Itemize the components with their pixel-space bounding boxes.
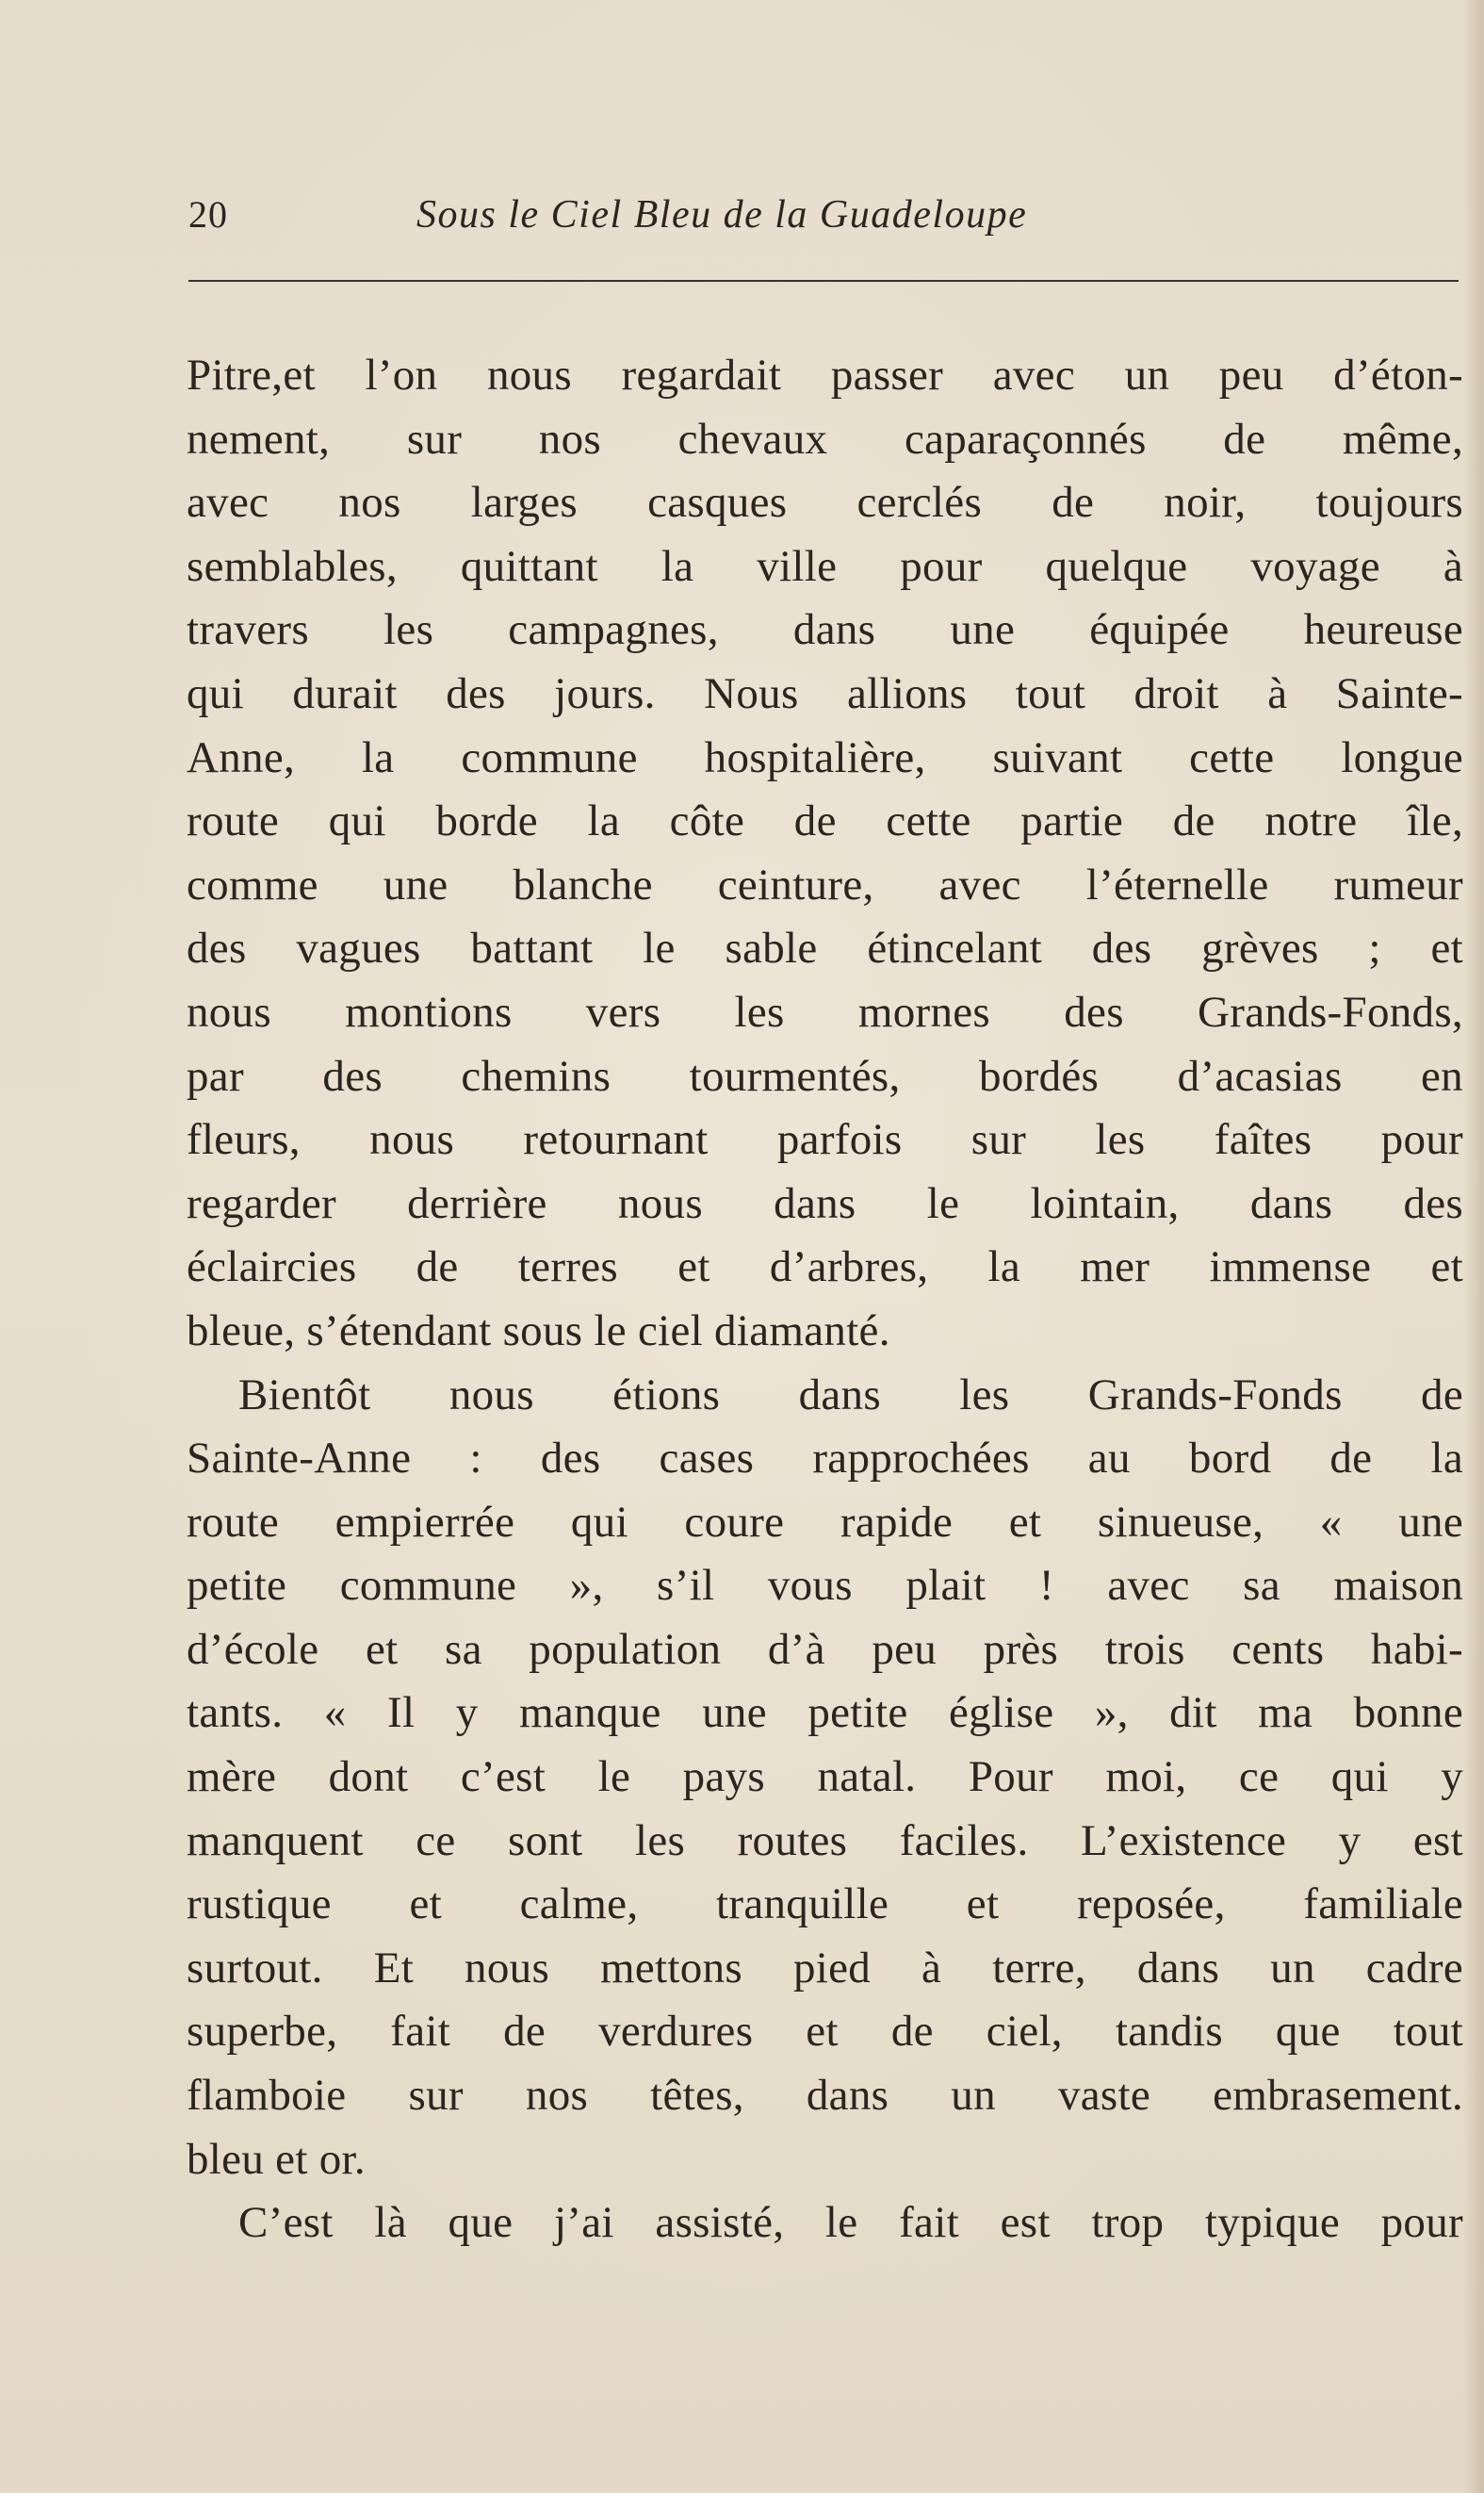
text-line: bleue, s’étendant sous le ciel diamanté. (187, 1305, 890, 1355)
text-line: superbe, fait de verdures et de ciel, tandis que tout (187, 2007, 1463, 2057)
body-text (187, 344, 1463, 2255)
text-line: qui durait des jours. Nous allions tout droit à Sainte- (187, 668, 1463, 718)
page-edge-shadow (1463, 0, 1484, 2493)
text-line: Anne, la commune hospitalière, suivant cette longue (187, 732, 1463, 782)
text-line: comme une blanche ceinture, avec l’éternelle rumeur (187, 860, 1463, 910)
text-line: bleu et or. (187, 2134, 366, 2184)
text-line: Pitre,et l’on nous regardait passer avec un peu d’éton- (187, 351, 1463, 400)
text-line: route qui borde la côte de cette partie de notre île, (187, 796, 1463, 846)
text-line: flamboie sur nos têtes, dans un vaste embrasement. (187, 2071, 1463, 2121)
text-line: travers les campagnes, dans une équipée heureuse (187, 605, 1463, 655)
text-line: route empierrée qui coure rapide et sinueuse, « une (187, 1497, 1463, 1547)
page-number: 20 (188, 193, 228, 236)
text-line: d’école et sa population d’à peu près trois cents habi- (187, 1624, 1463, 1674)
text-line: nement, sur nos chevaux caparaçonnés de même, (187, 414, 1463, 464)
text-line: regarder derrière nous dans le lointain, dans des (187, 1178, 1463, 1228)
text-line: avec nos larges casques cerclés de noir, toujours (187, 478, 1463, 528)
text-line: rustique et calme, tranquille et reposée, familiale (187, 1879, 1463, 1929)
text-line: fleurs, nous retournant parfois sur les faîtes pour (187, 1115, 1463, 1165)
text-line: tants. « Il y manque une petite église », dit ma bonne (187, 1688, 1463, 1738)
text-line: petite commune », s’il vous plait ! avec sa maison (187, 1561, 1463, 1611)
text-line: des vagues battant le sable étincelant des grèves ; et (187, 924, 1463, 974)
text-line: nous montions vers les mornes des Grands-Fonds, (187, 987, 1463, 1037)
running-head (188, 187, 1460, 243)
text-line: par des chemins tourmentés, bordés d’acasias en (187, 1051, 1463, 1101)
text-line: C’est là que j’ai assisté, le fait est trop typique pour (238, 2198, 1463, 2248)
text-line: manquent ce sont les routes faciles. L’existence y est (187, 1815, 1463, 1865)
text-line: semblables, quittant la ville pour quelque voyage à (187, 541, 1463, 591)
text-line: éclaircies de terres et d’arbres, la mer immense et (187, 1242, 1463, 1292)
text-line: Bientôt nous étions dans les Grands-Fonds de (238, 1370, 1463, 1419)
header-rule (188, 280, 1459, 282)
text-line: mère dont c’est le pays natal. Pour moi, ce qui y (187, 1752, 1463, 1802)
running-title: Sous le Ciel Bleu de la Guadeloupe (416, 193, 1028, 237)
text-line: surtout. Et nous mettons pied à terre, dans un cadre (187, 1943, 1463, 1993)
text-line: Sainte-Anne : des cases rapprochées au bord de la (187, 1434, 1463, 1484)
